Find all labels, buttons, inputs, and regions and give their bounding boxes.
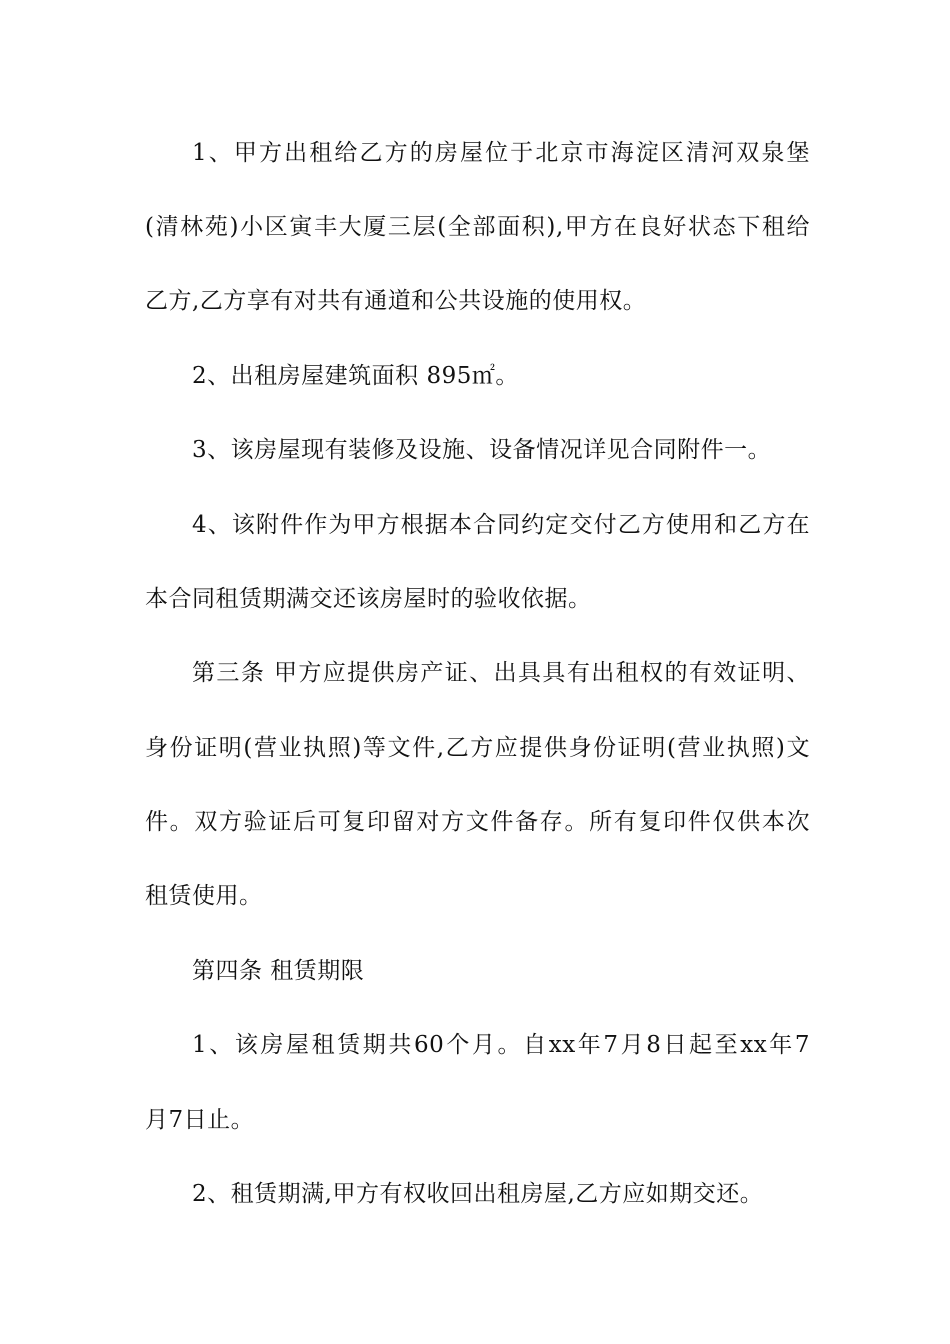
clause-4-line-1: 4、该附件作为甲方根据本合同约定交付乙方使用和乙方在 bbox=[192, 512, 810, 538]
article-3-line-2: 身份证明(营业执照)等文件,乙方应提供身份证明(营业执照)文 bbox=[145, 735, 810, 761]
article-3-line-3: 件。双方验证后可复印留对方文件备存。所有复印件仅供本次 bbox=[145, 809, 810, 835]
clause-1-line-1: 1、甲方出租给乙方的房屋位于北京市海淀区清河双泉堡 bbox=[192, 140, 810, 166]
article-3-line-1: 第三条 甲方应提供房产证、出具具有出租权的有效证明、 bbox=[192, 660, 810, 686]
article-3-line-4: 租赁使用。 bbox=[145, 883, 263, 909]
clause-1-line-2: (清林苑)小区寅丰大厦三层(全部面积),甲方在良好状态下租给 bbox=[145, 214, 810, 240]
term-clause-1-line-1: 1、该房屋租赁期共60个月。自xx年7月8日起至xx年7 bbox=[192, 1032, 810, 1058]
clause-2-line: 2、出租房屋建筑面积 895㎡。 bbox=[192, 363, 519, 389]
clause-3-line: 3、该房屋现有装修及设施、设备情况详见合同附件一。 bbox=[192, 437, 772, 463]
article-4-heading: 第四条 租赁期限 bbox=[192, 958, 365, 984]
term-clause-2-line: 2、租赁期满,甲方有权收回出租房屋,乙方应如期交还。 bbox=[192, 1181, 764, 1207]
term-clause-1-line-2: 月7日止。 bbox=[145, 1107, 255, 1133]
clause-4-line-2: 本合同租赁期满交还该房屋时的验收依据。 bbox=[145, 586, 592, 612]
clause-1-line-3: 乙方,乙方享有对共有通道和公共设施的使用权。 bbox=[145, 288, 647, 314]
